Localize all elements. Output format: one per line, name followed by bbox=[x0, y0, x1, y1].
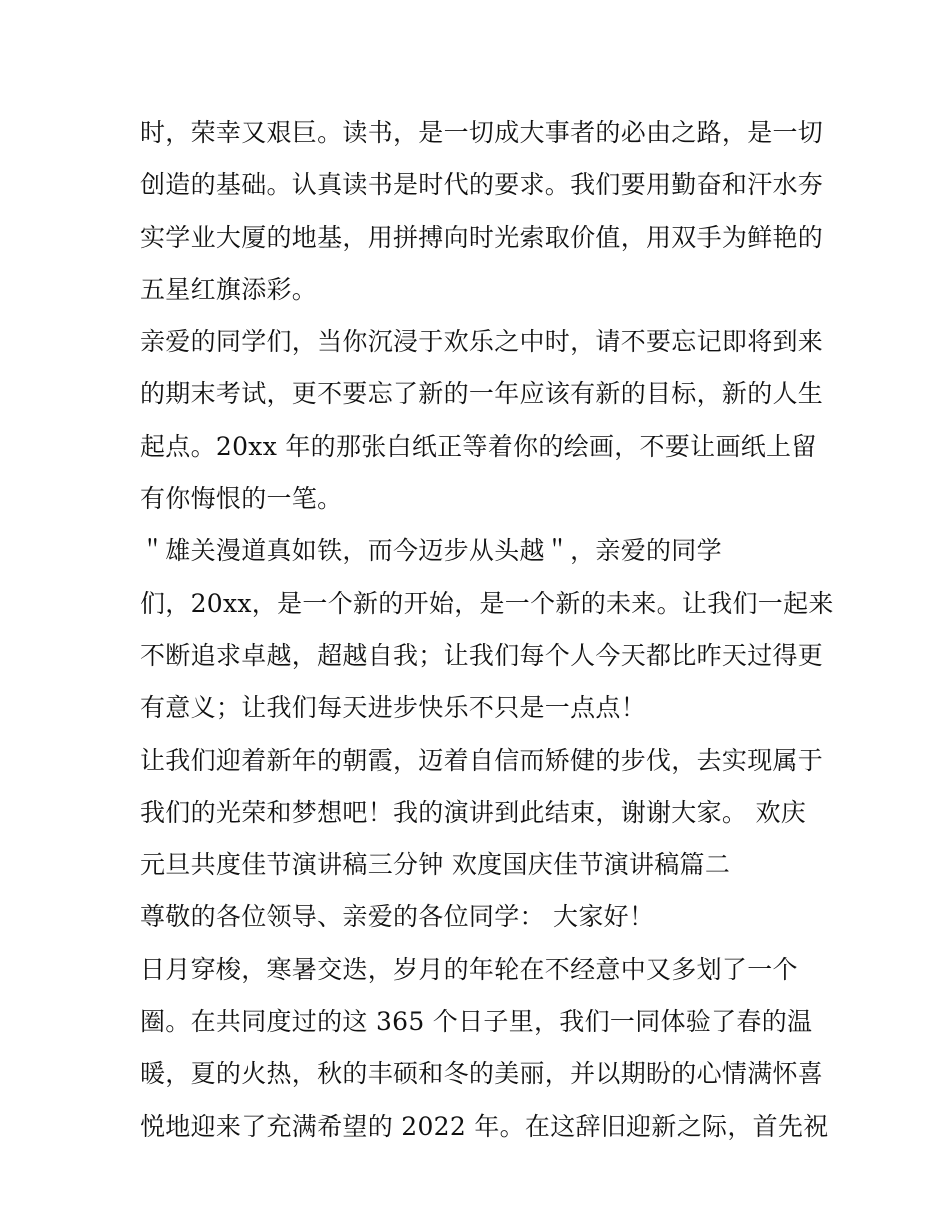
text-line: 有意义；让我们每天进步快乐不只是一点点！ bbox=[140, 693, 647, 723]
text-line: 元旦共度佳节演讲稿三分钟 欢度国庆佳节演讲稿篇二 bbox=[140, 850, 731, 880]
text-line: 的期末考试，更不要忘了新的一年应该有新的目标，新的人生 bbox=[140, 379, 824, 409]
text-line: 实学业大厦的地基，用拼搏向时光索取价值，用双手为鲜艳的 bbox=[140, 222, 824, 252]
text-line: 让我们迎着新年的朝霞，迈着自信而矫健的步伐，去实现属于 bbox=[140, 745, 824, 775]
text-line: 日月穿梭，寒暑交迭，岁月的年轮在不经意中又多划了一个 bbox=[140, 954, 798, 984]
text-line: ＂雄关漫道真如铁，而今迈步从头越＂，亲爱的同学 bbox=[140, 536, 722, 566]
speech-text-body bbox=[140, 107, 834, 1153]
text-line: 有你悔恨的一笔。 bbox=[140, 484, 343, 514]
text-line: 悦地迎来了充满希望的 2022 年。在这辞旧迎新之际，首先祝 bbox=[140, 1111, 829, 1141]
text-line: 起点。20xx 年的那张白纸正等着你的绘画，不要让画纸上留 bbox=[140, 431, 817, 461]
text-line: 们，20xx，是一个新的开始，是一个新的未来。让我们一起来 bbox=[140, 588, 834, 618]
text-line: 创造的基础。认真读书是时代的要求。我们要用勤奋和汗水夯 bbox=[140, 170, 824, 200]
text-line: 不断追求卓越，超越自我；让我们每个人今天都比昨天过得更 bbox=[140, 640, 824, 670]
text-line: 暖，夏的火热，秋的丰硕和冬的美丽，并以期盼的心情满怀喜 bbox=[140, 1059, 824, 1089]
text-line: 圈。在共同度过的这 365 个日子里，我们一同体验了春的温 bbox=[140, 1007, 813, 1037]
text-line: 我们的光荣和梦想吧！我的演讲到此结束，谢谢大家。 欢庆 bbox=[140, 797, 807, 827]
text-line: 五星红旗添彩。 bbox=[140, 274, 318, 304]
text-line: 尊敬的各位领导、亲爱的各位同学： 大家好！ bbox=[140, 902, 655, 932]
text-line: 亲爱的同学们，当你沉浸于欢乐之中时，请不要忘记即将到来 bbox=[140, 327, 824, 357]
text-line: 时，荣幸又艰巨。读书，是一切成大事者的必由之路，是一切 bbox=[140, 118, 824, 147]
